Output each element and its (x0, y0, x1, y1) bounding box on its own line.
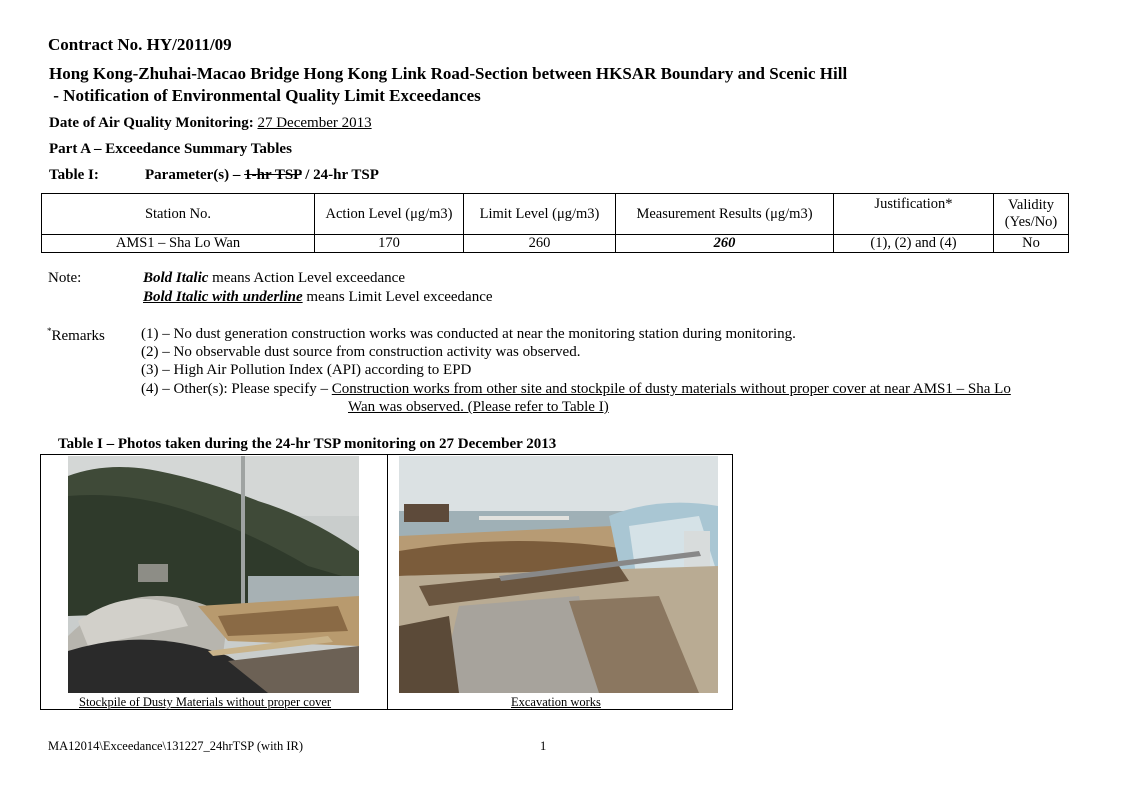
remark-item: (3) – High Air Pollution Index (API) according to EPD (141, 362, 472, 378)
header-justification: Justification* (834, 194, 994, 235)
cell-limit-level: 260 (464, 235, 616, 253)
remark-4-prefix: (4) – Other(s): Please specify – (141, 381, 332, 397)
monitoring-date-label: Date of Air Quality Monitoring: (49, 115, 258, 131)
document-title-line2: - Notification of Environmental Quality Limit Exceedances (49, 86, 481, 105)
note-label: Note: (48, 270, 82, 286)
note-action-text: means Action Level exceedance (208, 270, 405, 286)
header-validity (994, 194, 1069, 235)
note-line-limit (143, 289, 493, 306)
header-limit-level: Limit Level (μg/m3) (464, 194, 616, 235)
parameter-suffix: / 24-hr TSP (301, 167, 379, 183)
stockpile-photo (68, 456, 359, 693)
header-validity-line2: (Yes/No) (1004, 214, 1058, 230)
note-action-emphasis: Bold Italic (143, 270, 209, 286)
remarks-label (47, 326, 105, 345)
monitoring-date-line (49, 115, 372, 132)
remark-item: (2) – No observable dust source from construction activity was observed. (141, 344, 581, 360)
remark-4-text-continued: Wan was observed. (Please refer to Table I) (348, 399, 609, 415)
parameter-line (145, 167, 379, 184)
table-row (42, 235, 1069, 253)
document-title-line1: Hong Kong-Zhuhai-Macao Bridge Hong Kong Link Road-Section between HKSAR Boundary and Scenic Hill (49, 64, 848, 83)
excavation-photo-caption: Excavation works (511, 695, 601, 709)
header-validity-line1: Validity (1008, 197, 1054, 213)
footer-file-path: MA12014\Exceedance\131227_24hrTSP (with IR) (48, 739, 304, 753)
cell-justification: (1), (2) and (4) (834, 235, 994, 253)
photos-table-title: Table I – Photos taken during the 24-hr TSP monitoring on 27 December 2013 (58, 436, 557, 452)
photo-divider (387, 455, 388, 709)
excavation-photo (399, 456, 718, 693)
remarks-asterisk: * (47, 326, 52, 336)
cell-action-level: 170 (315, 235, 464, 253)
parameter-prefix: Parameter(s) – (145, 167, 245, 183)
remark-item: (1) – No dust generation construction works was conducted at near the monitoring station during monitoring. (141, 326, 796, 342)
part-a-heading: Part A – Exceedance Summary Tables (49, 141, 292, 157)
cell-measurement: 260 (616, 235, 834, 253)
remarks-label-text: Remarks (51, 328, 105, 344)
remark-item-4 (141, 381, 1011, 398)
remark-4-text: Construction works from other site and stockpile of dusty materials without proper cover at near AMS1 – Sha Lo (331, 381, 1011, 397)
header-measurement: Measurement Results (μg/m3) (616, 194, 834, 235)
note-limit-text: means Limit Level exceedance (302, 289, 493, 305)
cell-validity: No (994, 235, 1069, 253)
note-limit-emphasis: Bold Italic with underline (143, 289, 303, 305)
table-label: Table I: (49, 167, 99, 183)
exceedance-summary-table (41, 193, 1069, 253)
contract-number: Contract No. HY/2011/09 (48, 35, 232, 54)
parameter-struck: 1-hr TSP (244, 167, 302, 183)
table-header-row (42, 194, 1069, 235)
header-station: Station No. (42, 194, 315, 235)
page-number: 1 (540, 739, 547, 753)
stockpile-photo-caption: Stockpile of Dusty Materials without proper cover (79, 695, 332, 709)
photo-table (40, 454, 733, 710)
monitoring-date-value: 27 December 2013 (257, 115, 372, 131)
note-line-action (143, 270, 405, 287)
header-action-level: Action Level (μg/m3) (315, 194, 464, 235)
cell-station: AMS1 – Sha Lo Wan (42, 235, 315, 253)
